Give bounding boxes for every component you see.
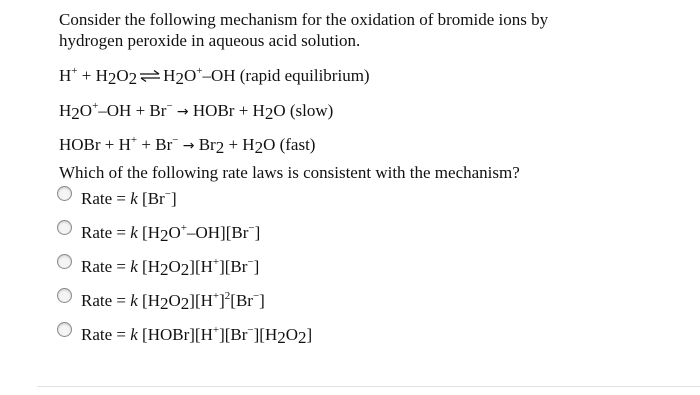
mechanism-step-1-note: (rapid equilibrium) — [239, 66, 370, 85]
radio-button[interactable] — [57, 322, 72, 337]
mechanism-step-2-note: (slow) — [289, 101, 334, 120]
divider — [37, 386, 700, 387]
answer-option-1-label: Rate = k [Br−] — [81, 188, 177, 208]
question-intro-line-1: Consider the following mechanism for the oxidation of bromide ions by — [59, 10, 549, 29]
mechanism-step-2: $H_2O^+-OH + Br^-$ → HOBr + $H_2O$ (slow) — [59, 100, 334, 123]
equilibrium-arrow-icon — [139, 70, 161, 82]
answer-option-5-label: Rate = k $[HOBr][H^+][Br^-][H_2O_2]$ — [81, 324, 313, 347]
answer-option-3-label: Rate = k $[H_2O_2][H^+][Br^-]$ — [81, 256, 260, 279]
mechanism-step-3: HOBr + $H^+ + Br^- \to Br_2 + H_2O$ (fast) — [59, 134, 316, 157]
radio-button[interactable] — [57, 220, 72, 235]
reaction-arrow-icon: → — [182, 138, 195, 154]
answer-option-2-label: Rate = k $[H_2O^+-OH][Br^-]$ — [81, 222, 261, 245]
mechanism-step-3-note: (fast) — [279, 135, 316, 154]
mechanism-step-1: $H^+ + H_2O_2$ $H_2O^+-OH$ (rapid equilibrium) — [59, 65, 370, 88]
radio-button[interactable] — [57, 254, 72, 269]
radio-button[interactable] — [57, 288, 72, 303]
answer-option-2[interactable] — [57, 221, 260, 245]
question-prompt: Which of the following rate laws is consistent with the mechanism? — [59, 163, 520, 182]
answer-option-5[interactable] — [57, 323, 312, 347]
question-intro-line-2: hydrogen peroxide in aqueous acid solution. — [59, 31, 361, 50]
answer-option-1[interactable] — [57, 187, 177, 211]
answer-option-4[interactable] — [57, 289, 265, 313]
answer-option-4-label: Rate = k $[H_2O_2][H^+]^2[Br^-]$ — [81, 290, 265, 313]
radio-button[interactable] — [57, 186, 72, 201]
answer-option-3[interactable] — [57, 255, 259, 279]
reaction-arrow-icon: → — [176, 104, 189, 120]
